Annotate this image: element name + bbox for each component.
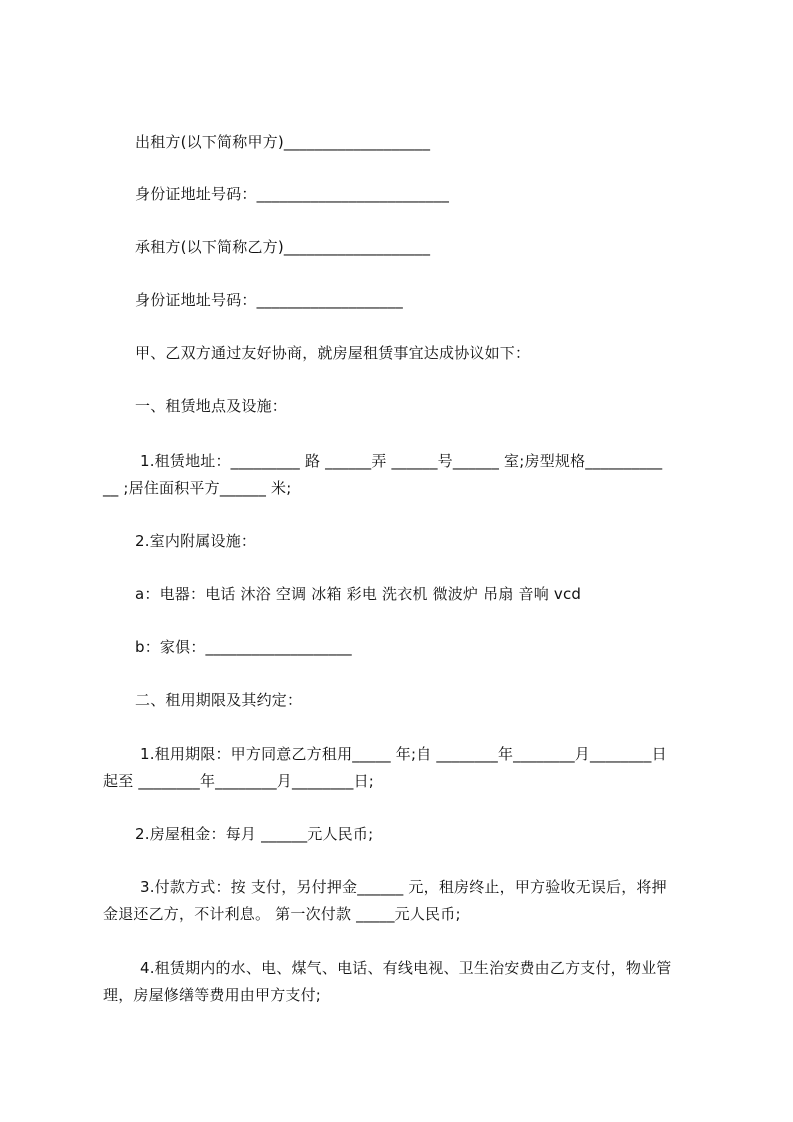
section2-item2: 2.房屋租金：每月 ______元人民币; [135,825,374,843]
section2-item4-line2: 理，房屋修缮等费用由甲方支付; [103,986,322,1004]
lessee-line: 承租方(以下简称乙方)___________________ [135,238,431,256]
section2-heading: 二、租用期限及其约定： [135,691,303,709]
section1-item1-line2: __ ;居住面积平方______ 米; [103,479,292,497]
lessee-id-line: 身份证地址号码：___________________ [135,291,403,309]
section2-item4-line1: 4.租赁期内的水、电、煤气、电话、有线电视、卫生治安费由乙方支付，物业管 [135,959,672,977]
section1-item1-line1: 1.租赁地址：_________ 路 ______弄 ______号______ 室;房型规格__________ [135,452,663,470]
section2-item1-line2: 起至 ________年________月________日; [103,772,375,790]
lessor-line: 出租方(以下简称甲方)___________________ [135,133,431,151]
section1-item2: 2.室内附属设施： [135,532,257,550]
section1-heading: 一、租赁地点及设施： [135,397,288,415]
section2-item1-line1: 1.租用期限：甲方同意乙方租用_____ 年;自 ________年________月________日 [135,745,667,763]
lessor-id-line: 身份证地址号码：_________________________ [135,185,450,203]
intro-paragraph: 甲、乙双方通过友好协商，就房屋租赁事宜达成协议如下： [135,344,531,362]
section1-item2a: a：电器：电话 沐浴 空调 冰箱 彩电 洗衣机 微波炉 吊扇 音响 vcd [135,585,582,603]
section2-item3-line1: 3.付款方式：按 支付，另付押金______ 元，租房终止，甲方验收无误后，将押 [135,878,667,896]
section1-item2b: b：家俱：___________________ [135,638,352,656]
section2-item3-line2: 金退还乙方，不计利息。 第一次付款 _____元人民币; [103,905,461,923]
